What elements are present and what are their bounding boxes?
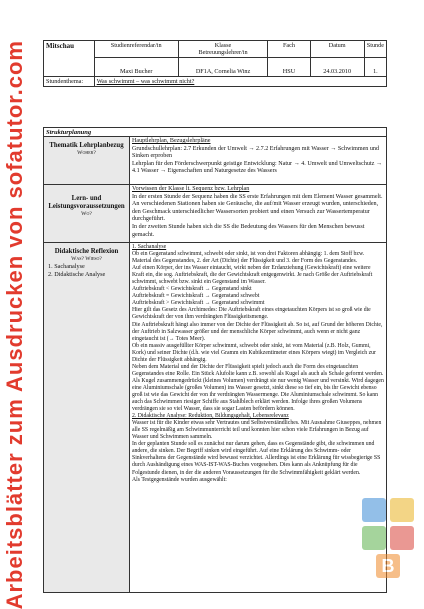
subject-cell: Mitschau: [44, 41, 95, 77]
klasse-label: Klasse Betreuungslehrer/in: [178, 41, 268, 58]
watermark-text: Arbeitsblätter zum Ausdrucken von sofatutor.com: [2, 40, 27, 609]
didaktik-line: Als Testgegenstände wurden ausgewählt:: [132, 476, 227, 483]
didaktik-line: Wasser ist für die Kinder etwas sehr Vertrautes und Selbstverständliches. Mit Ausnahme Giuseppes, nehmen alle SS regelmäßig am Schwimmunterricht teil und konnten hier schon viele Erfahrungen in Bezug auf Wasser und Schwimmen sammeln.: [132, 420, 382, 441]
section-title: Strukturplanung: [43, 127, 387, 137]
datum-label: Datum: [310, 41, 364, 58]
didaktik-line: Auftriebskraft = Gewichtskraft → Gegenstand schwebt: [132, 293, 260, 300]
thematik-line: Lehrplan für den Förderschwerpunkt geistige Entwicklung: Natur → 4. Umwelt und Umweltschutz → 4.1 Wasser → Eigenschaften und Naturgesetze des Wassers: [132, 160, 382, 175]
didaktik-sub: Was? Wieso?: [71, 256, 102, 262]
fach-label: Fach: [268, 41, 310, 58]
didaktik-line: Die Auftriebskraft hängt also immer von der Dichte der Flüssigkeit ab. So ist, auf Grund der höheren Dichte, der Auftrieb in Salzwasser größer und der menschliche Körper schwimmt, auch wenn er nicht ganz eingetaucht ist (→ Totes Meer).: [132, 321, 383, 342]
didaktik-item: 1. Sachanalyse: [48, 263, 85, 270]
didaktik-line: Auftriebskraft < Gewichtskraft → Gegenstand sinkt: [132, 286, 252, 293]
fach-value: HSU: [268, 58, 310, 77]
didaktik-line: Ob ein Gegenstand schwimmt, schwebt oder sinkt, ist von drei Faktoren abhängig: 1. dem Stoff bzw. Material des Gegenstandes, 2. der Art (Dichte) der Flüssigkeit und 3. der Form des Gegenstandes.: [132, 251, 365, 265]
referendar-label: Studienreferendar/in: [94, 41, 178, 58]
row-didaktik-label: [44, 243, 130, 592]
row-didaktik: [43, 243, 387, 593]
didaktik-item: 2. Didaktische Analyse: [48, 270, 106, 278]
row-voraussetzungen-label: [44, 185, 130, 242]
stundenthema-text: Was schwimmt – was schwimmt nicht?: [96, 78, 195, 85]
klasse-value: DF1A, Cornelia Winz: [178, 58, 268, 77]
didaktik-line: Auftriebskraft > Gewichtskraft → Gegenstand schwimmt: [132, 300, 265, 307]
stunde-label: Stunde: [364, 41, 386, 58]
thematik-title: Thematik Lehrplanbezug: [49, 142, 124, 149]
voraussetzungen-line: In der ersten Stunde der Sequenz haben die SS erste Erfahrungen mit dem Element Wasser gesammelt. An verschiedenen Stationen haben sie Geräusche, die auf/mit Wasser erzeugt wurden, unterschieden, den Geschmack unterschiedlicher Wassersorten probiert und einen Versuch zur Wassertemperatur durchgeführt.: [132, 193, 383, 223]
thematik-sub: Woher?: [77, 150, 96, 156]
stunde-value: 1.: [364, 58, 386, 77]
thematik-line: Hauptlehrplan, Bezugslehrpläne: [132, 138, 211, 144]
row-voraussetzungen: [43, 185, 387, 243]
didaktik-line: 2. Didaktische Analyse: Reduktion, Bildungsgehalt, Lebensrelevanz: [132, 413, 289, 420]
voraussetzungen-title: Lern- und Leistungsvoraussetzungen: [48, 195, 125, 210]
didaktik-line: In der geplanten Stunde soll es zunächst nur darum gehen, dass es Gegenstände gibt, die schwimmen und andere, die sinken. Der Begriff sinken wird eingeführt. Auf eine Erklärung des Schwimm- oder Sinkverhaltens der Gegenstände wird bewusst verzichtet. Allerdings ist eine Erklärung für wissbegierige SS durch Aushändigung eines WAS-IST-WAS-Buches vorgesehen. Dies kann als Anknüpfung für die Folgestunde dienen, in der die anderen Voraussetzungen für die Schwimmfähigkeit geklärt werden.: [132, 441, 381, 476]
referendar-value: Maxi Bucher: [94, 58, 178, 77]
datum-value: 24.03.2010: [310, 58, 364, 77]
publisher-logo: B: [362, 498, 416, 588]
row-thematik-label: [44, 137, 130, 184]
didaktik-line: Hier gilt das Gesetz des Archimedes: Die Auftriebskraft eines eingetauchten Körpers ist so groß wie die Gewichtskraft der von ihm verdrängten Flüssigkeitsmenge.: [132, 307, 371, 321]
thematik-line: Grundschullehrplan: 2.7 Erkunden der Umwelt → 2.7.2 Erfahrungen mit Wasser → Schwimmen und Sinken erproben: [132, 145, 379, 160]
didaktik-line: Ob ein massiv ausgefüllter Körper schwimmt, schwebt oder sinkt, ist vom Material (z.B. Holz, Gummi, Kork) und seiner Dichte (d.h. wie viel Gramm ein Kubikzentimeter eines Körpers wiegt) im Vergleich zur Dichte der Flüssigkeit abhängig.: [132, 342, 376, 363]
row-thematik-content: [132, 138, 384, 176]
didaktik-title: Didaktische Reflexion: [54, 248, 119, 255]
didaktik-line: Neben dem Material und der Dichte der Flüssigkeit spielt jedoch auch die Form des eingetauchten Gegenstandes eine Rolle. Ein Stück Alufolie kann z.B. sowohl als Kugel als auch als Schale geformt werden. Als Kugel zusammengedrückt (kleines Volumen) verdrängt sie nur wenig Wasser und versinkt. Wird dagegen eine Aluminiumschale (großes Volumen) ins Wasser gesetzt, sinkt diese so tief ein, bis ihr Gewicht ebenso groß ist wie das Gewicht der von ihr verdrängten Wassermenge. Die Aluminiumschale schwimmt. So kann auch das Schwimmen riesiger Schiffe aus Stahlblech erklärt werden. Infolge ihres großen Volumens verdrängen sie so viel Wasser, dass sie sogar Lasten befördern können.: [132, 363, 384, 413]
voraussetzungen-line: Vorwissen der Klasse lt. Sequenz bzw. Lehrplan: [132, 186, 250, 192]
row-thematik: [43, 137, 387, 185]
row-didaktik-content: [132, 244, 384, 484]
voraussetzungen-line: In der zweiten Stunde haben sich die SS die Bedeutung des Wassers für den Menschen bewusst gemacht.: [132, 223, 365, 238]
row-voraussetzungen-content: [132, 186, 384, 239]
stundenthema-label: Stundenthema:: [44, 77, 95, 87]
voraussetzungen-sub: Wo?: [81, 211, 92, 217]
didaktik-line: Auf einen Körper, der ins Wasser eintaucht, wirkt neben der Erdanziehung (Gewichtskraft) eine weitere Kraft ein, die sog. Auftriebskraft, die der Gewichtskraft entgegenwirkt. Je nach Größe der Auftriebskraft schwimmt, schwebt bzw. sinkt ein Gegenstand im Wasser.: [132, 265, 373, 286]
watermark: [2, 40, 27, 609]
stundenthema-value: [94, 77, 386, 87]
didaktik-line: 1. Sachanalyse: [132, 244, 167, 250]
header-table: [43, 40, 387, 87]
